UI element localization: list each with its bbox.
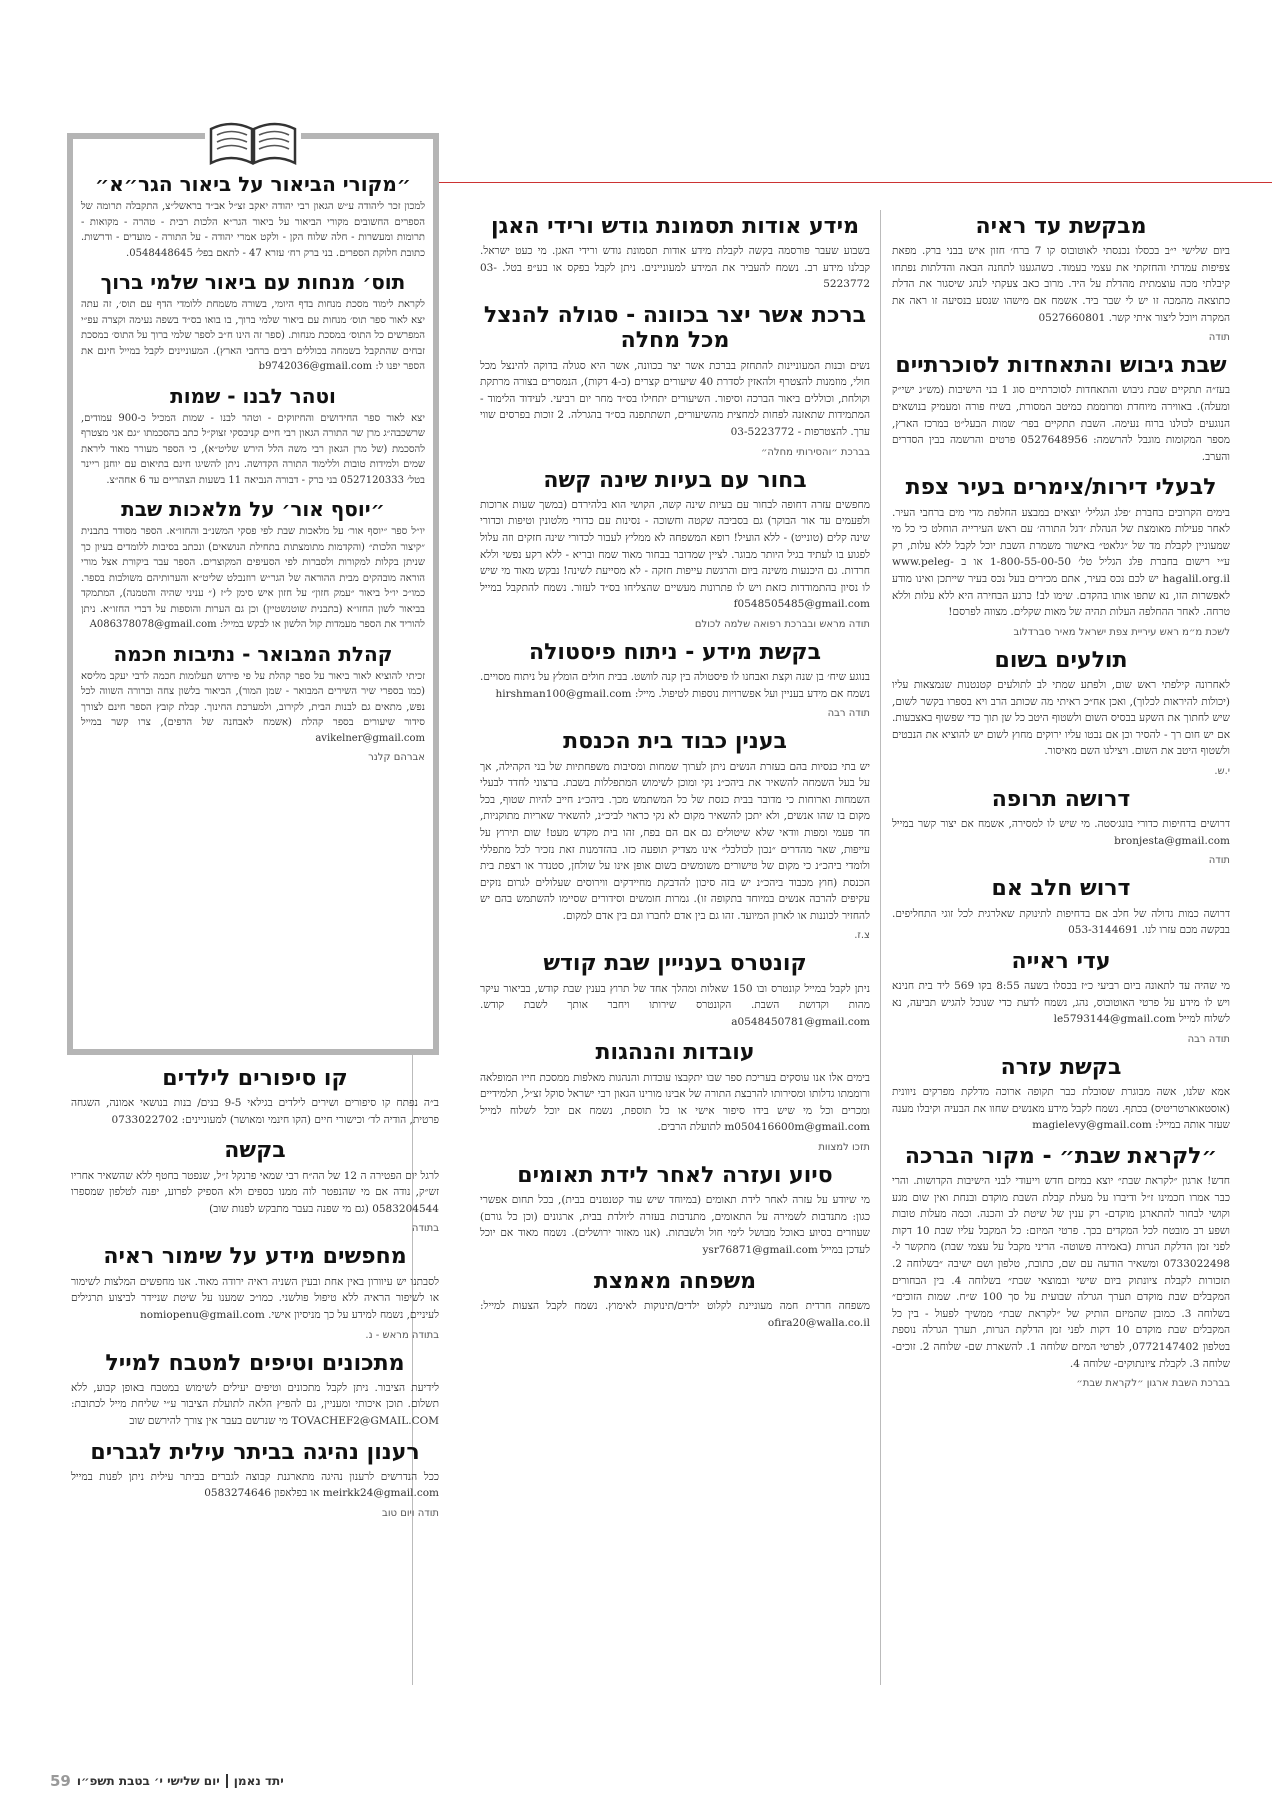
article-signature: תודה רבה — [827, 708, 870, 720]
article — [480, 1269, 870, 1331]
article-title: בקשת עזרה — [1000, 1054, 1122, 1080]
article-signature: בתודה מראש - נ. — [365, 1329, 439, 1341]
article-signature: תודה רבה — [1187, 1033, 1230, 1045]
article — [892, 648, 1230, 777]
article — [81, 173, 425, 261]
article — [81, 385, 425, 489]
article-title: קהלת המבואר - נתיבות חכמה — [113, 641, 393, 666]
article-title: לבעלי דירות/צימרים בעיר צפת — [905, 475, 1217, 501]
article — [892, 1055, 1230, 1134]
article-title: תולעים בשום — [994, 647, 1128, 673]
column-separator — [880, 210, 881, 1685]
article-title: בחור עם בעיות שינה קשה — [543, 467, 807, 493]
article — [480, 303, 870, 457]
article-title: ״מקורי הביאור על ביאור הגר״א״ — [95, 172, 411, 196]
article-body: מי שיודע על עזרה לאחר לידת תאומים (במיוחד שיש עוד קטנטנים בבית), בכל תחום אפשרי כגון: מתנדבות לשמירה על התאומים, מתנדבות בעזרה ליולדת בבית, ארגונים (וכן כל גורם) שעוזרים בסיוע באוכל מבושל לימי חול ולשבתות. (אנו מאזור ירושלים). נשמח מאוד אם יוכל לעדכן במייל ysr76871@gmail.com — [480, 1194, 870, 1257]
article-body: למכון זכר ליהודה ע״ש הגאון רבי יהודה יאקב זצ״ל אב״ד בראשל״צ, התקבלה תרומה של הספרים החשובים מקורי הביאור על ביאור הגר״א הלכות רבית - טהרה - מקואות - תרומות ומעשרות - חלה שלוח הקן - ולקט אמרי יהודה - על התורה - מועדים - ודרשות. כתובת חלוקת הספרים. בני ברק רח׳ עזרא 47 - לתאם בפל׳ 0548448645. — [81, 201, 425, 259]
article — [480, 729, 870, 941]
article — [892, 1144, 1230, 1389]
article — [480, 640, 870, 719]
article — [480, 468, 870, 630]
article-title: דרושה תרופה — [991, 786, 1131, 812]
open-book-icon — [205, 115, 301, 167]
article-signature: תזכו למצוות — [818, 1142, 870, 1154]
article-body: חדש! ארגון ״לקראת שבת״ יוצא במיזם חדש וייעודי לבני הישיבות הקדושות. והרי כבר אמרו חכמינו ז״ל ודיברו על מעלת קבלת השבת מוקדם ובנחת ואין שום מגע וקושי לבחור להתארגן מוקדם- רק ענין של שיטת לב והכנה. וכמה מעלות טובות ושפע רב מובטח לכל המקדים בכך. פרטי המיזם: כל המקבל עליו שבת 10 דקות לפני זמן הדלקת הנרות (באמירה פשוטה- הריני מקבל על עצמי שבת) מתקשר ל- 0733022498 ומשאיר הודעה עם שם, כתובת, טלפון ושם ישיבה ״בשלוחה 2. תזכורות לקבלת ציונתוק ביום שישי ובמוצאי שבת״ בשלוחה 4. בין הבחורים המקבלים שבת מוקדם תערך הגרלה שבועית על סך 100 ש״ח. שמות הזוכים״ בשלוחה 3. כמובן שהמיזם הותיק של ״לקראת שבת״ ממשיך לפעול - בין כל המקבלים שבת מוקדם 10 דקות לפני זמן הדלקת הנרות, תערך הגרלה נוספת בטלפון 0772147402, לפרטי המיזם שלוחה 1. להשארת שם- שלוחה 2. זוכים- שלוחה 3. לקבלת ציונתוקים- שלוחה 4. — [892, 1175, 1231, 1370]
article — [892, 214, 1230, 343]
article — [71, 1138, 439, 1234]
article — [480, 214, 870, 293]
article-title: מחפשים מידע על שימור ראיה — [103, 1244, 407, 1270]
article-title: סיוע ועזרה לאחר לידת תאומים — [517, 1163, 833, 1189]
article-signature: צ.ז. — [854, 930, 870, 942]
article — [71, 1351, 439, 1430]
article-body: משפחה חרדית חמה מעוניינת לקלוט ילדים/תינוקות לאימוץ. נשמח לקבל הצעות למייל: ofira20@walla.co.il — [480, 1299, 870, 1329]
article-signature: לשכת מ״מ ראש עיריית צפת ישראל מאיר סברדלוב — [1013, 626, 1230, 638]
footer-date: יום שלישי י׳ בטבת תשפ״ו — [76, 1774, 220, 1788]
article-title: קונטרס בענייין שבת קודש — [543, 951, 807, 977]
article-body: בעז״ה תתקיים שבת גיבוש והתאחדות לסוכרתיים סוג 1 בני הישיבות (מש״ג ישי״ק ומעלה). באווירה מיוחדת ומרוממת כמיטב המסורת, בשיח פורה ומעמיק בנושאים הנוגעים לכולנו ברוח נעימה. השבת תתקיים בפר׳ שמות הבעל״ט במרכז הארץ, מספר המקומות מוגבל להרשמה: 0527648956 פרטים והרשמה בבין הסדרים והערב. — [892, 384, 1230, 463]
article — [71, 1066, 439, 1128]
article-title: בקשת מידע - ניתוח פיסטולה — [528, 639, 822, 665]
article-title: קו סיפורים לילדים — [162, 1066, 348, 1091]
article — [892, 787, 1230, 866]
article-title: משפחה מאמצת — [593, 1268, 757, 1294]
right-column — [892, 210, 1230, 1399]
article-title: שבת גיבוש והתאחדות לסוכרתיים — [895, 353, 1227, 379]
article-title: ברכת אשר יצר בכוונה - סגולה להנצל מכל מחלה — [483, 303, 867, 354]
article-body: לסבתנו יש עיוורון באין אחת ובעין השניה ראיה ירודה מאוד. אנו מחפשים המלצות לשימור או לשיפור הראיה ללא טיפול פולשני. כמו״כ שמענו על שיטת שניידר לביצוע תרגילים לעיניים, נשמח למידע על כך מניסיון אישי. nomiopenu@gmail.com — [71, 1275, 439, 1321]
publication-name: יתד נאמן — [233, 1774, 284, 1788]
middle-column — [480, 210, 870, 1341]
article-signature: בברכת ״והסירותי מחלה״ — [760, 446, 870, 458]
article-body: זכיתי להוציא לאור ביאור על ספר קהלת על פי פירוש תעלומות חכמה לרבי יעקב מליסא (כמו בספרי שיר השירים המבואר - שמן המור), הביאור בלשון צחה וברורה השווה לכל נפש, מתאים גם לבנות הבית, לקירוב, ולמערכת החינוך. קבלת קובץ הספר חינם לצורך סידור שיעורים בספר קהלת (אשמח לאבחנה של הדפים), צרו קשר במייל avikelner@gmail.com — [81, 670, 425, 744]
article-title: ״יוסף אור׳ על מלאכות שבת — [121, 497, 385, 521]
article-title: מבקשת עד ראיה — [975, 214, 1147, 239]
article-body: לידיעת הציבור. ניתן לקבל מתכונים וטיפים יעילים לשימוש במטבח באופן קבוע, ללא תשלום. תוכן איכותי ומעניין, גם להפיץ הלאה לתועלת הציבור ע״י שליחת מייל לכתובת: TOVACHEF2@GMAIL.COM מי שנרשם בעבר אין צורך להירשם שוב — [71, 1381, 439, 1427]
page-footer — [50, 1772, 284, 1790]
article — [81, 643, 425, 764]
article-title: עדי ראייה — [1011, 948, 1111, 974]
article — [71, 1440, 439, 1519]
article-title: דרוש חלב אם — [991, 876, 1131, 902]
article-signature: בתודה — [411, 1223, 439, 1235]
article-signature: בברכת השבת ארגון ״לקראת שבת״ — [1076, 1378, 1230, 1390]
article-title: מתכונים וטיפים למטבח למייל — [105, 1350, 405, 1376]
article-title: בקשה — [224, 1138, 286, 1164]
article — [81, 271, 425, 375]
article-signature: תודה ויום טוב — [382, 1508, 439, 1519]
article — [892, 949, 1230, 1045]
left-column — [71, 1062, 439, 1529]
article-title: ״לקראת שבת״ - מקור הברכה — [904, 1143, 1218, 1169]
article-body: אמא שלנו, אשה מבוגרת שסובלת כבר תקופה ארוכה מדלקת מפרקים ניוונית (אוסטאוארטריטיס) בכתף. נשמח לקבל מידע מאנשים שחוו את הבעיה וקיבלו מענה שעזר אותה במייל: magielevy@gmail.com — [892, 1086, 1230, 1132]
article-body: ניתן לקבל במייל קונטרס ובו 150 שאלות ומהלך אחד של תרוץ בענין שבת קודש, בביאור עיקר מהות וקדושת השבת. הקונטרס שירותו ויחבר אותך לשבת קודש. a0548450781@gmail.com — [480, 982, 870, 1028]
header-rule — [412, 182, 1272, 183]
article-title: בענין כבוד בית הכנסת — [563, 729, 787, 755]
article — [480, 1163, 870, 1259]
article — [892, 876, 1230, 938]
article-body: בימים אלו אנו עוסקים בעריכת ספר שבו יתקבצו עובדות והנהגות מאלפות ממסכת חייו המופלאה ורוממתו גדלותו ומסירותו להרבצת התורה של אבינו מורינו הגאון רבי ישראל סוקל זצ״ל, תלמידיים ומכרים וכל מי שיש בידו סיפור אישי או כל תוספת, נשמח אם יוכל לשלוח למייל m050416600m@gmail.com לתועלת הרבים. — [480, 1071, 870, 1134]
article — [892, 353, 1230, 465]
article-body: יש בתי כנסיות בהם בעזרת הנשים ניתן לערוך שמחות ומסיבות משפחתיות של בני הקהילה, אך על בעל השמחה להשאיר את ביהכ״נ נקי ומוכן לשימוש המתפללות בשבת. ברצוני לחדד לבעלי השמחות וארוחות כי מדובר בבית כנסת של כל המשתמש מכך. ביהכ״נ חייב להיות שטוף, בכל מקום בו שהו אנשים, ולא יתכן להשאיר מקום לא נקי כראוי לביכ״נ, להשאיר שאריות מתוקניות, חד פעמי ומפות וודאי שלא שיטולים גם אם הם בפח, זהו בית מקדש מעט! שום תירוץ על עייפות, שאר מהדרים ״נכון לכולכל״ אינו מצדיק תופעה כזו. בהזדמנות זאת נזכיר לכל מתפללי ולומדי ביהכ״נ כי מקום של טישורים משומשים בשום אופן אינו על שולחן, סטנדר או רצפת בית הכנסת (חוץ מכבוד ביהכ״נ יש בזה סיכון להדבקת מחיידקים ווירוסים שעלולים לגרום נזקים עקיפים להרבה אנשים במיוחד בתקופה זו). גמרות חומשים וסידורים שסיימו להשתמש בהם יש להחזיר לכוננות או לארון המיועד. זהו גם בין אדם לחברו וגם בין אדם למקום. — [480, 760, 870, 922]
article-signature: תודה — [1208, 332, 1230, 344]
article-body: לרגל יום הפטירה ה 12 של הה״ח רבי שמאי פרנקל ז״ל, שנפטר בחטף ללא שהשאיר אחריו זש״ק, נודה אם מי שהנפטר לוה ממנו כספים ולא הספיק לפרוע, יפנה לטלפון שמספרו 0583204544 (גם מי שפנה בעבר מתבקש לפנות שוב) — [71, 1169, 439, 1215]
article-signature: אברהם קלנר — [368, 752, 425, 763]
article-signature: י.ש. — [1214, 765, 1230, 777]
article-body: בימים הקרובים בחברת ׳פלג הגליל׳ יוצאים במבצע החלפת מדי מים ברחבי העיר. לאחר פעילות מאומצת של הנהלת ׳דגל התורה׳ עם ראש העירייה הוחלט כי כל מי שמעוניין לקבלת מד של ״גלאט״ באישור משמרת השבת יוכל לקבל ללא עלות, רק ע״י רישום בחברת פלג הגליל טל׳ 1-800-55-00-50 או ב www.peleg-hagalil.org.il יש לכם נכס בעיר, אתם מכירים בעל נכס בעיר שייתכן ואינו מודע לאפשרות הזו, נא שתפו אותו בהקדם. שימו לב! כרגע הבחירה היא ללא עלות וללא טרחה. לאחר ההחלפה העלות תהיה של מאות שקלים. מצווה לפרסם! — [892, 506, 1230, 619]
page-number: 59 — [50, 1772, 71, 1790]
article-body: ב״ה נפתח קו סיפורים ושירים לילדים בגילאי 9-5 בנים/ בנות בנושאי אמונה, השגחה פרטית, הודיה לד׳ וכישורי חיים (הקו חינמי ומאושר) למעוניינים: 0733022702 — [71, 1097, 439, 1126]
article-body: יצא לאור ספר החידושים והחיזוקים - וטהר לבנו - שמות המכיל כ-900 עמודים, שרשכבה״ג מרן שר התורה הגאון רבי חיים קניבסקי זצוק״ל כתב בהסכמתו ״גם אני מצטרף להסכמת (של מרן הגאון רבי משה הלל הירש שליט״א), כי הספר מעורר מאוד ליראת שמים ולמידות טובות וללימוד התורה הקדושה. ניתן להשיגו חינם בתיאום עם יוחנן ריינר בטל׳ 0527120333 בני ברק - דבורה הנביאה 11 בשעות הצהריים עד 6 אחה״צ. — [81, 412, 425, 486]
article-signature: תודה — [1208, 855, 1230, 867]
article — [81, 498, 425, 633]
article-body: מחפשים עזרה דחופה לבחור עם בעיות שינה קשה, הקושי הוא בלהירדם (במשך שעות ארוכות ולפעמים עד אור הבוקר) גם בסביבה שקטה וחשוכה - נסינות עם כדורי מלטונין וטיפות וכדורי שינה קלים (טונייט) - ללא הועיל! רופא המשפחה לא ממליץ לעבור לכדורי שינה חזקים וזה עלול לפגוע בו לעתיד בגיל היותר מבוגר. לציין שמדובר בבחור מאוד שמח ובריא - ללא רקע נפשי וללא חרדות. גם היכנעות משינה ביום והרגשת עייפות חזקה - לא מסייעת לשינה! נבקש מאוד מי שיש לו נסיון בהתמודדות כזאת ויש לו פתרונות מעשיים שהצליחו בס״ד לעזור. נשמח להתקבל במייל f0548505485@gmail.com — [480, 498, 870, 611]
article-body: ככל הנדרשים לרענון נהיגה מתארגנת קבוצה לגברים בביתר עילית ניתן לפנות במייל meirkk24@gmail.com או בפלאפון 0583274646 — [71, 1470, 439, 1500]
article-body: דרושים בדחיפות כדורי בונג׳סטה. מי שיש לו למסירה, אשמח אם יצור קשר במייל bronjesta@gmail.com — [892, 818, 1230, 847]
article-body: לאחרונה קילפתי ראש שום, ולפתע שמתי לב לתולעים קטנטנות שנמצאות עליו (יכולות להיראות לכלוך), ואכן אח״כ ראיתי מה שכותב הרב ויא בספרו בקשר לשום, שיש לחתוך את השקע בבסיס השום ולשטוף היטב כל שן תוך כדי שפשוף באצבעות. אם יש חום רך - להסיר וכן אם נבטו עליו ירוקים מחוץ לשום יש להוציא את הנבטים ולשטוף היטב את השום. ויצילנו השם מאיסור. — [892, 679, 1230, 758]
article-body: יו״ל ספר ״יוסף אור׳ על מלאכות שבת לפי פסקי המשנ״ב והחזו״א. הספר מסודר בתבנית ״קיצור הלכות״ (והקדמות מתומצתות בתחילת הנושאים) ונכתב בסיבות ללומדים בעיון כך שניתן בקלות למקורות ולסברות לפי הסעיפים המקוצרים. הספר עבר ביקורת אצל מורי הוראה מובהקים מבית ההוראה של הגר״ש רוזנבלט שליט״א והערותיהם משולבות בספר. כמו״כ יו״ל ביאור ״עמק חזון״ על חזון איש סימן ל״ז (״ עניני שהיה והטמנה), המתמקד בביאור לשון החזו״א (בתבנית שוטנשטיין) וכן גם הערות והוספות על דברי החזו״א. ניתן להוריד את הספר מעמדות קול הלשון או לבקש במייל: A086378078@gmail.com — [81, 526, 425, 630]
article — [71, 1244, 439, 1340]
article-body: נשים ובנות המעוניינות להתחזק בברכת אשר יצר בכוונה, אשר היא סגולה בדוקה להינצל מכל חולי, מוזמנות להצטרף ולהאזין לסדרת 40 שיעורים קצרים (כ-4 דקות), הנמסרים בצורה מרתקת וקולחת, וכוללים ביאור הברכה וסיפור. השיעורים יתחילו בס״ד מחר יום רביעי. לעידוד הלימוד - המתמידות שתאזנה לפחות למחצית מהשיעורים, תשתתפנה בס״ד בהגרלה. 2 זוכות בפרסים שווי ערך. להצטרפות - 03-5223772 — [480, 359, 870, 438]
article — [480, 1040, 870, 1153]
books-box — [67, 133, 439, 1055]
article — [892, 475, 1230, 637]
article-signature: תודה מראש ובברכת רפואה שלמה לכולם — [694, 618, 870, 630]
article-title: תוס׳ מנחות עם ביאור שלמי ברוך — [100, 270, 406, 294]
article-body: מי שהיה עד לתאונה ביום רביעי כ״ז בכסלו בשעה 8:55 בקו 569 ליד בית חנינא ויש לו מידע על פרטי האוטובוס, נהג, נשמח לדעת כדי שנוכל להגיש תביעה, נא לשלוח למייל le5793144@gmail.com — [892, 980, 1230, 1026]
article-title: וטהר לבנו - שמות — [170, 383, 336, 408]
article-body: לקראת לימוד מסכת מנחות בדף היומי, בשורה משמחת ללומדי הדף עם תוס׳, זה עתה יצא לאור ספר תוס׳ מנחות עם ביאור שלמי ברוך, בו בואו בס״ד בשפה נעימה וקצרה עפ״י המפרשים כל התוס׳ במסכת מנחות. (ספר זה הינו ח״ב לספר שלמי ברוך על התוס׳ במסכת זבחים שהתקבל בשמחה בכוללים רבים ברחבי הארץ). המעוניינים לקבל במייל חינם את הספר יפנו ל: b9742036@gmail.com — [81, 299, 425, 372]
article-body: ביום שלישי י״ב בכסלו נכנסתי לאוטובוס קו 7 ברח׳ חזון איש בבני ברק. מפאת צפיפות עמדתי והחזקתי את עצמי בעמוד. כשהגענו לתחנה הבאה והדלתות נפתחו קיבלתי מכה עוצמתית מהדלת על היד. מרוב כאב צעקתי לנהג שיסגור את הדלת כתוצאה מהמכה זו יש לי שבר ביד. אשמח אם מישהו שנסע בנסיעה זו ראה את המקרה ויוכל ליצור איתי קשר. 0527660801 — [892, 245, 1230, 324]
article-title: עובדות והנהגות — [595, 1040, 755, 1066]
article-title: רענון נהיגה בביתר עילית לגברים — [90, 1439, 420, 1465]
article-body: בנוגע שיח׳ בן שנה וקצת ואבחנו לו פיסטולה בין קנה לוושט. בבית חולים הומלץ על ניתוח מסויים. נשמח אם מידע בעניין ועל אפשרויות נוספות לטיפול. מייל: hirshman100@gmail.com — [480, 671, 870, 700]
footer-divider — [226, 1774, 228, 1788]
article-title: מידע אודות תסמונת גודש ורידי האגן — [490, 214, 859, 239]
article — [480, 951, 870, 1030]
article-body: בשבוע שעבר פורסמה בקשה לקבלת מידע אודות תסמונת גודש ורידי האגן. מי כעט ישראל. קבלנו מידע רב. נשמח להעביר את המידע למעוניינים. ניתן לקבל בפקס או בע״פ בטל. 03-5223772 — [480, 245, 870, 291]
article-body: דרושה כמות גדולה של חלב אם בדחיפות לתינוקת שאלרגית לכל זוגי התחליפים. בבקשה מכם עזרו לנו. 053-3144691 — [892, 907, 1230, 937]
